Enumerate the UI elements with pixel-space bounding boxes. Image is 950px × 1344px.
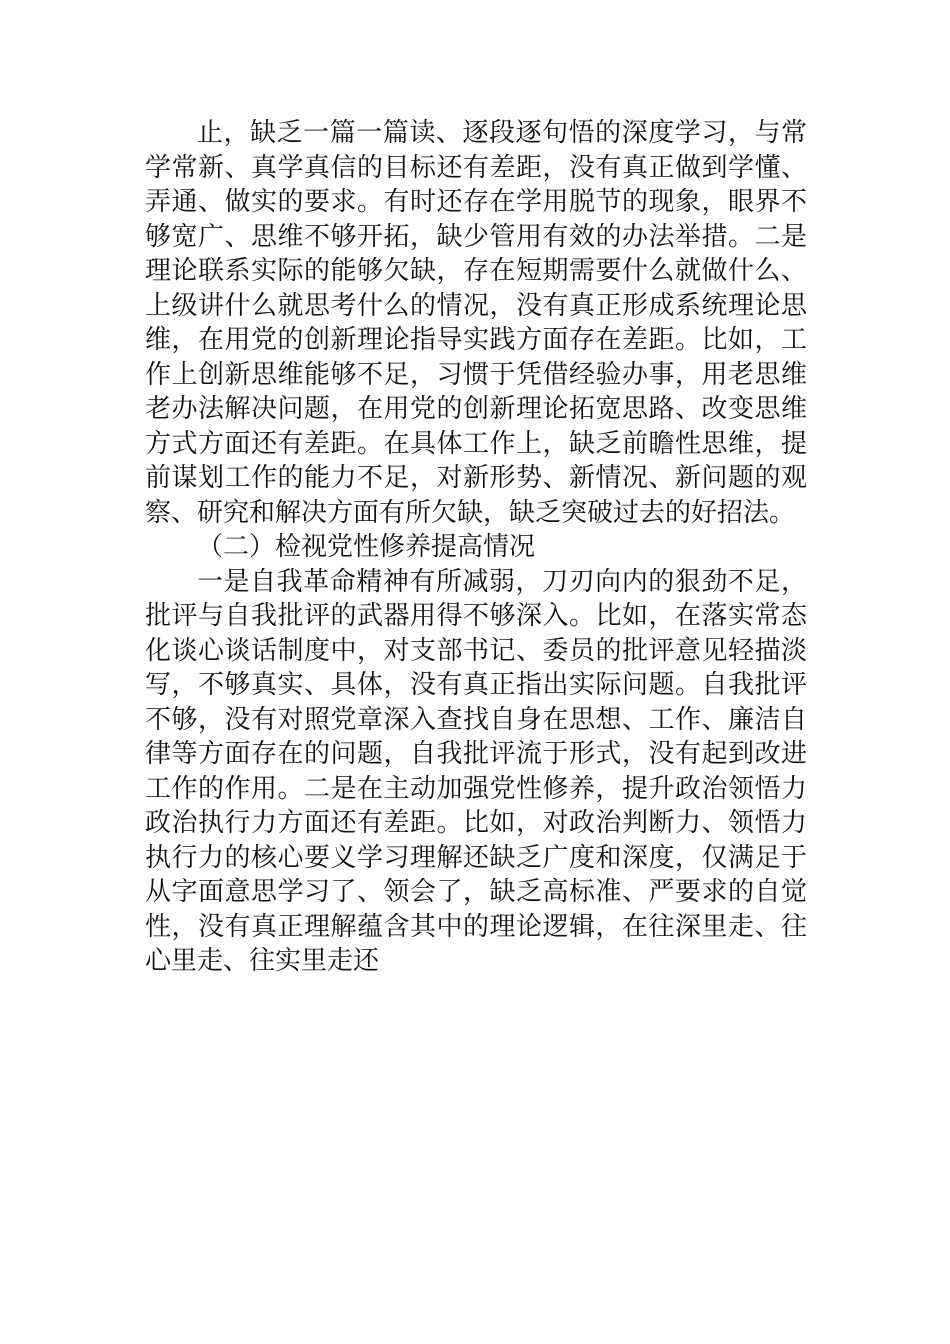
document-body bbox=[145, 116, 807, 979]
body-paragraph: 一是自我革命精神有所减弱，刀刃向内的狠劲不足，批评与自我批评的武器用得不够深入。比如，在落实常态化谈心谈话制度中，对支部书记、委员的批评意见轻描淡写，不够真实、具体，没有真正指出实际问题。自我批评不够，没有对照党章深入查找自身在思想、工作、廉洁自律等方面存在的问题，自我批评流于形式，没有起到改进工作的作用。二是在主动加强党性修养，提升政治领悟力政治执行力方面还有差距。比如，对政治判断力、领悟力执行力的核心要义学习理解还缺乏广度和深度，仅满足于从字面意思学习了、领会了，缺乏高标准、严要求的自觉性，没有真正理解蕴含其中的理论逻辑，在往深里走、往心里走、往实里走还 bbox=[145, 566, 807, 976]
section-heading: （二）检视党性修养提高情况 bbox=[197, 532, 536, 562]
body-paragraph: 止，缺乏一篇一篇读、逐段逐句悟的深度学习，与常学常新、真学真信的目标还有差距，没有真正做到学懂、弄通、做实的要求。有时还存在学用脱节的现象，眼界不够宽广、思维不够开拓，缺少管用有效的办法举措。二是理论联系实际的能够欠缺，存在短期需要什么就做什么、上级讲什么就思考什么的情况，没有真正形成系统理论思维，在用党的创新理论指导实践方面存在差距。比如，工作上创新思维能够不足，习惯于凭借经验办事，用老思维老办法解决问题，在用党的创新理论拓宽思路、改变思维方式方面还有差距。在具体工作上，缺乏前瞻性思维，提前谋划工作的能力不足，对新形势、新情况、新问题的观察、研究和解决方面有所欠缺，缺乏突破过去的好招法。 bbox=[145, 118, 807, 528]
